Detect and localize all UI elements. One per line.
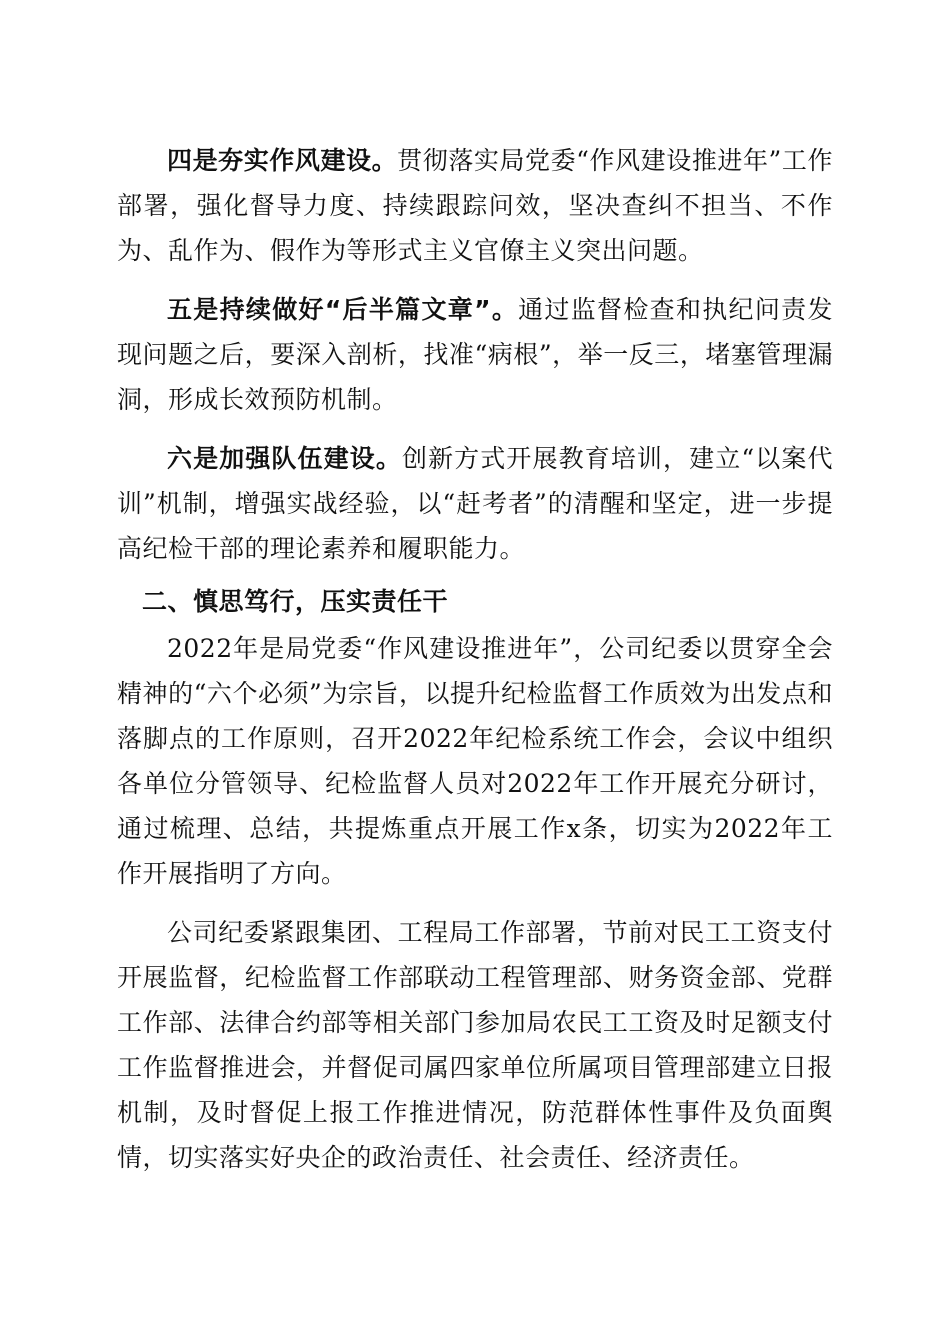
- section-heading: 二、慎思笃行，压实责任干: [142, 587, 449, 616]
- body-paragraph: 2022年是局党委“作风建设推进年”，公司纪委以贯穿全会精神的“六个必须”为宗旨，以提升纪检监督工作质效为出发点和落脚点的工作原则，召开2022年纪检系统工作会，会议中组织各单位分管领导、纪检监督人员对2022年工作开展充分研讨，通过梳理、总结，共提炼重点开展工作x条，切实为2022年工作开展指明了方向。: [117, 634, 833, 888]
- paragraph-text: 创新方式开展教育培训，建立“以案代训”机制，增强实战经验，以“赶考者”的清醒和坚定，进一步提高纪检干部的理论素养和履职能力。: [117, 444, 833, 563]
- body-paragraph: 公司纪委紧跟集团、工程局工作部署，节前对民工工资支付开展监督，纪检监督工作部联动工程管理部、财务资金部、党群工作部、法律合约部等相关部门参加局农民工工资及时足额支付工作监督推进会，并督促司属四家单位所属项目管理部建立日报机制，及时督促上报工作推进情况，防范群体性事件及负面舆情，切实落实好央企的政治责任、社会责任、经济责任。: [117, 918, 833, 1172]
- paragraph-lead: 五是持续做好“后半篇文章”。: [167, 295, 519, 324]
- paragraph-four: [117, 138, 833, 273]
- paragraph-text: 通过监督检查和执纪问责发现问题之后，要深入剖析，找准“病根”，举一反三，堵塞管理漏洞，形成长效预防机制。: [117, 295, 833, 414]
- document-page: [117, 138, 833, 1180]
- paragraph-text: 贯彻落实局党委“作风建设推进年”工作部署，强化督导力度、持续跟踪问效，坚决查纠不担当、不作为、乱作为、假作为等形式主义官僚主义突出问题。: [117, 146, 833, 265]
- paragraph-lead: 六是加强队伍建设。: [167, 444, 402, 473]
- paragraph-lead: 四是夯实作风建设。: [167, 146, 398, 175]
- paragraph-five: [117, 287, 833, 422]
- paragraph-six: [117, 436, 833, 571]
